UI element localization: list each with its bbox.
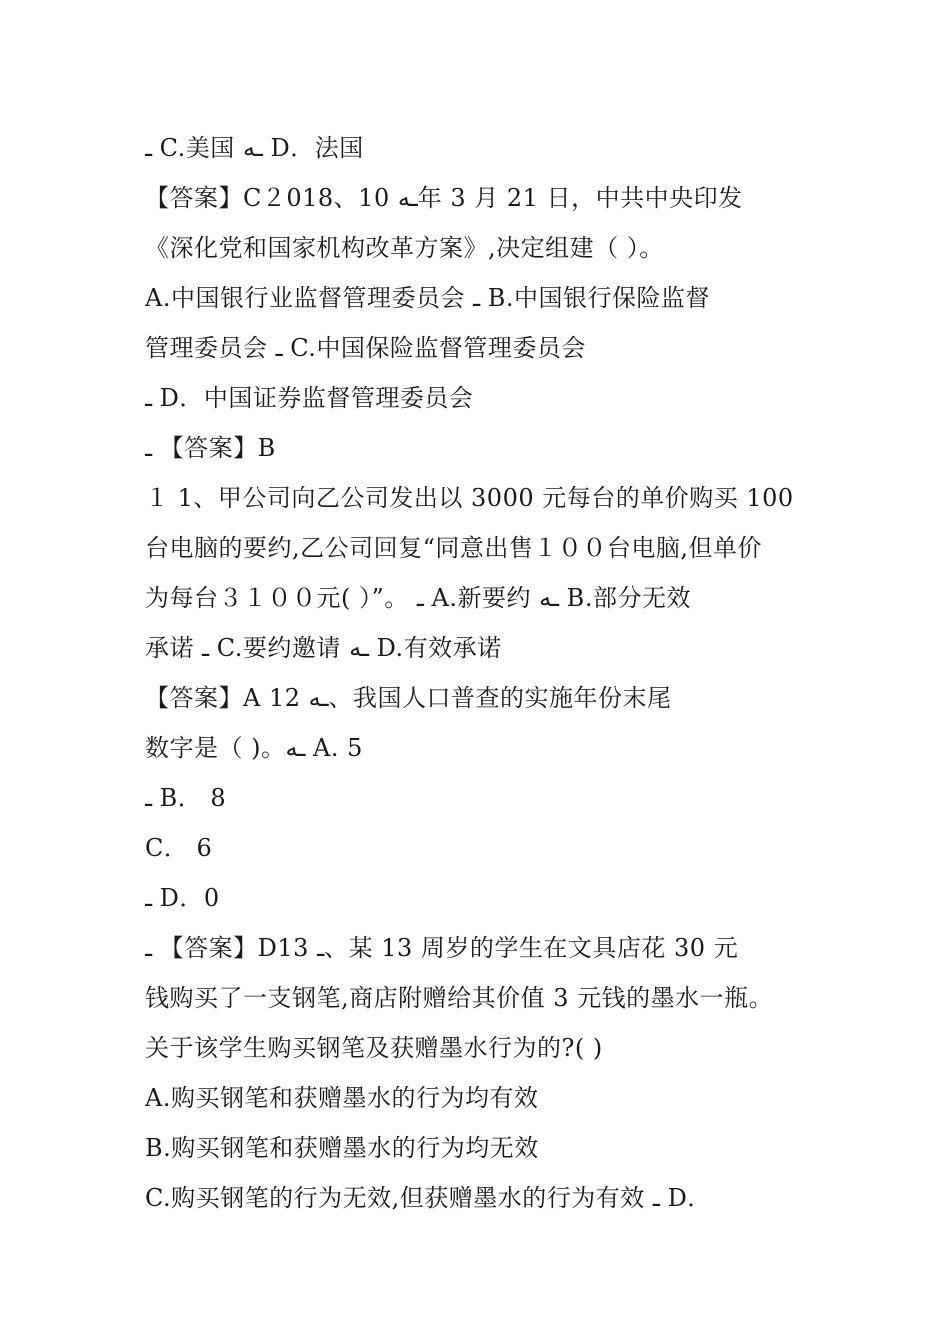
text-line: C． 6 [145,834,213,862]
text-line: 管理委员会 ـ C.中国保险监督管理委员会 [145,334,586,362]
text-line: ـ 【答案】D13 ـ、某 13 周岁的学生在文具店花 30 元 [145,934,739,962]
text-line: 关于该学生购买钢笔及获赠墨水行为的?( ) [145,1034,603,1062]
text-line: 【答案】A 12 ـه、我国人口普查的实施年份末尾 [145,684,672,712]
text-line: ـ B． 8 [145,784,227,812]
text-line: 《深化党和国家机构改革方案》,决定组建（ ）。 [145,234,664,262]
text-line: 为每台３１００元( ）”。 ـ A.新要约 ـه B.部分无效 [145,584,691,612]
text-line: １ 1、甲公司向乙公司发出以 3000 元每台的单价购买 100 [145,484,794,512]
text-line: 钱购买了一支钢笔,商店附赠给其价值 3 元钱的墨水一瓶。 [145,984,774,1012]
text-line: 台电脑的要约,乙公司回复“同意出售１００台电脑,但单价 [145,534,763,562]
text-line: 数字是（ )。ـه A. 5 [145,734,363,762]
text-line: A.中国银行业监督管理委员会 ـ B.中国银行保险监督 [145,284,711,312]
text-line: B.购买钢笔和获赠墨水的行为均无效 [145,1134,539,1162]
text-line: 【答案】C２018、10 ـه年 3 月 21 日，中共中央印发 [145,184,743,212]
text-line: 承诺 ـ C.要约邀请 ـه D.有效承诺 [145,634,502,662]
text-line: ـ 【答案】B [145,434,276,462]
text-line: A.购买钢笔和获赠墨水的行为均有效 [145,1084,539,1112]
text-line: ـ D．中国证券监督管理委员会 [145,384,474,412]
text-line: ـ C.美国 ـه D．法国 [145,134,364,162]
text-line: C.购买钢笔的行为无效,但获赠墨水的行为有效 ـ D． [145,1184,712,1212]
text-line: ـ D．0 [145,884,220,912]
